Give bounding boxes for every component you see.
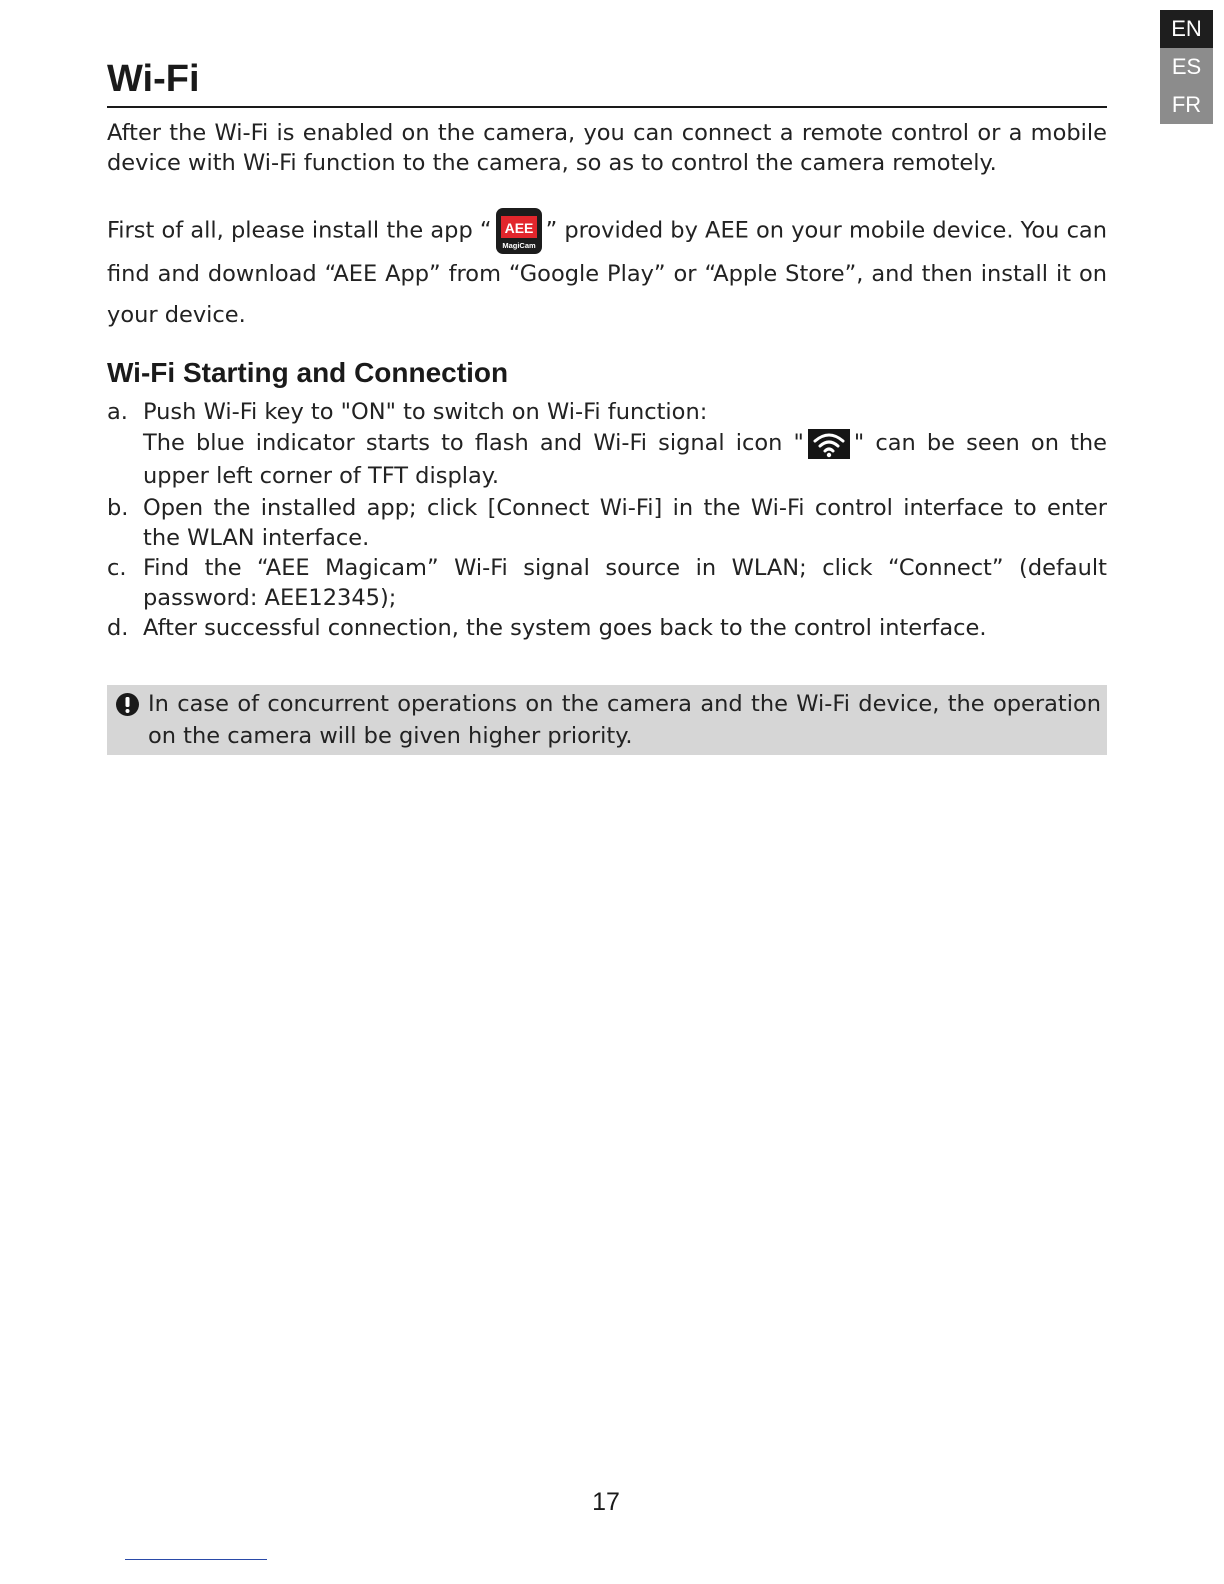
step-text: Open the installed app; click [Connect Wi-Fi] in the Wi-Fi control interface to enter the WLAN interface.: [143, 495, 1107, 551]
aee-magicam-app-icon: [496, 208, 542, 254]
step-b: [107, 493, 1107, 553]
exclamation-circle-icon: [115, 692, 140, 717]
step-text: After successful connection, the system goes back to the control interface.: [143, 615, 987, 641]
language-tabs: [1160, 10, 1213, 124]
install-text-before: First of all, please install the app “: [107, 217, 492, 244]
footer-line: [125, 1559, 267, 1560]
step-letter: c.: [107, 555, 127, 581]
wifi-signal-icon: [808, 429, 850, 459]
step-a-detail-after: " can be seen on the upper left corner of TFT display.: [143, 430, 1107, 489]
page-title: Wi-Fi: [107, 58, 200, 100]
lang-tab-es[interactable]: ES: [1160, 48, 1213, 86]
install-text-after: ” provided by AEE on your mobile device. You can find and download “AEE App” from “Google Play” or “Apple Store”, and then install it on your device.: [107, 217, 1107, 328]
step-d: [107, 613, 1107, 643]
steps-list: [107, 397, 1107, 643]
lang-tab-fr[interactable]: FR: [1160, 86, 1213, 124]
step-text: Find the “AEE Magicam” Wi-Fi signal source in WLAN; click “Connect” (default password: AEE12345);: [143, 555, 1107, 611]
step-letter: a.: [107, 399, 128, 425]
step-text: Push Wi-Fi key to "ON" to switch on Wi-Fi function:: [143, 399, 708, 425]
step-a-detail-before: The blue indicator starts to flash and Wi-Fi signal icon ": [143, 430, 804, 456]
lang-tab-en[interactable]: EN: [1160, 10, 1213, 48]
priority-note: [107, 685, 1107, 755]
step-c: [107, 553, 1107, 613]
app-icon-sub-text: MagiCam: [501, 241, 536, 250]
title-divider: [107, 106, 1107, 108]
app-icon-brand-text: AEE: [504, 220, 533, 236]
intro-paragraph: After the Wi-Fi is enabled on the camera, you can connect a remote control or a mobile device with Wi-Fi function to the camera, so as to control the camera remotely.: [107, 120, 1107, 176]
step-a-detail: [143, 427, 1107, 493]
page-number: 17: [592, 1488, 620, 1516]
step-letter: d.: [107, 615, 129, 641]
section-title: Wi-Fi Starting and Connection: [107, 357, 509, 388]
step-a: [107, 397, 1107, 493]
step-letter: b.: [107, 495, 129, 521]
install-paragraph: [107, 208, 1107, 336]
note-text: In case of concurrent operations on the camera and the Wi-Fi device, the operation on the camera will be given higher priority.: [148, 691, 1101, 749]
